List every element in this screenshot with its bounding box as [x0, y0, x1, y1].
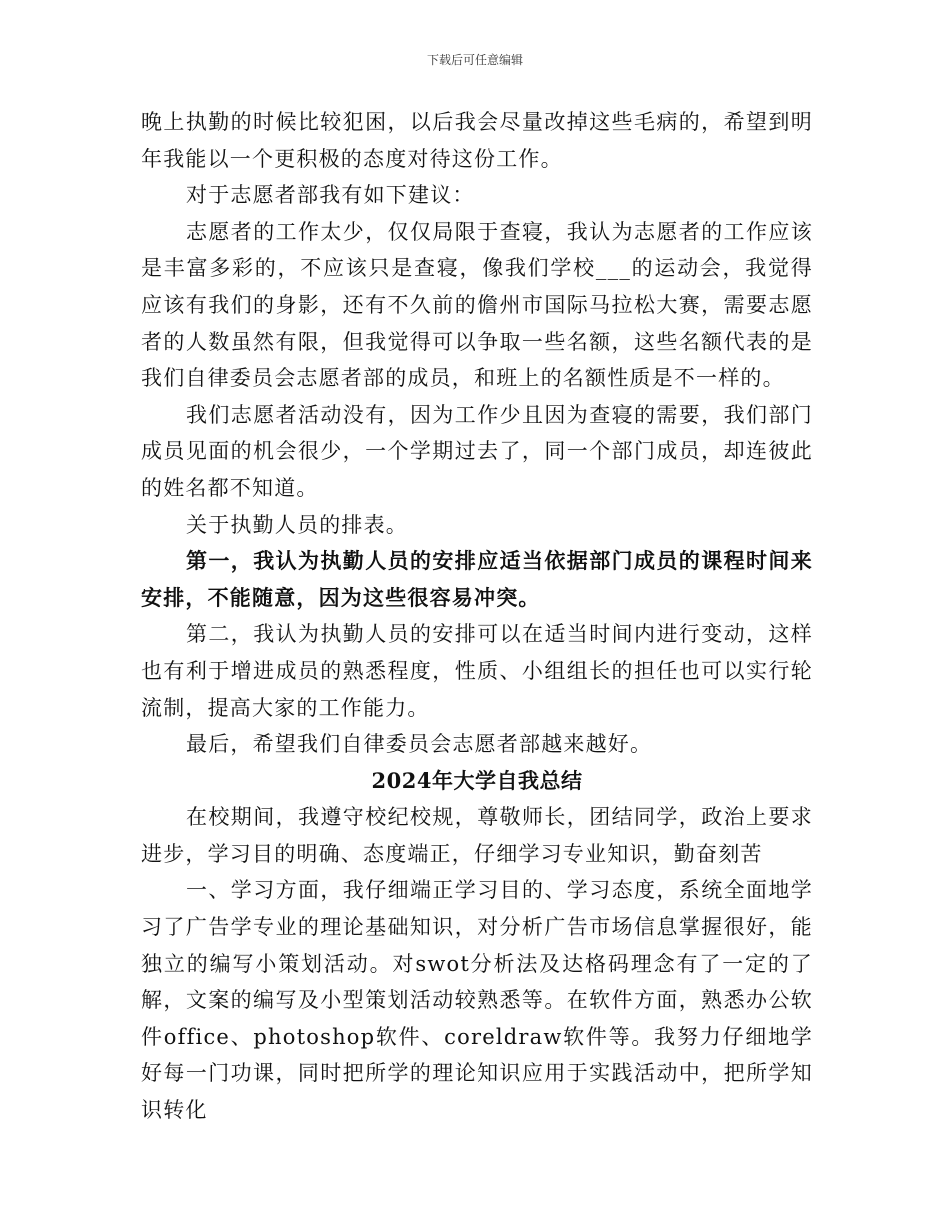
paragraph-continuation: 晚上执勤的时候比较犯困，以后我会尽量改掉这些毛病的，希望到明年我能以一个更积极的态度对待这份工作。	[141, 110, 813, 171]
paragraph-volunteer-activities: 我们志愿者活动没有，因为工作少且因为查寝的需要，我们部门成员见面的机会很少，一个学期过去了，同一个部门成员，却连彼此的姓名都不知道。	[141, 402, 813, 500]
paragraph-suggestions-intro: 对于志愿者部我有如下建议：	[186, 183, 475, 208]
paragraph-first-point: 第一，我认为执勤人员的安排应适当依据部门成员的课程时间来安排，不能随意，因为这些很容易冲突。	[141, 548, 813, 610]
section-title: 2024年大学自我总结	[371, 767, 583, 793]
paragraph-volunteer-work: 志愿者的工作太少，仅仅局限于查寝，我认为志愿者的工作应该是丰富多彩的，不应该只是查寝，像我们学校___的运动会，我觉得应该有我们的身影，还有不久前的儋州市国际马拉松大赛，需要志愿者的人数虽然有限，但我觉得可以争取一些名额，这些名额代表的是我们自律委员会志愿者部的成员，和班上的名额性质是不一样的。	[141, 219, 813, 391]
paragraph-summary-intro: 在校期间，我遵守校纪校规，尊敬师长，团结同学，政治上要求进步，学习目的明确、态度端正，仔细学习专业知识，勤奋刻苦	[141, 805, 813, 866]
paragraph-study-aspect: 一、学习方面，我仔细端正学习目的、学习态度，系统全面地学习了广告学专业的理论基础知识，对分析广告市场信息掌握很好，能独立的编写小策划活动。对swot分析法及达格码理念有了一定的了解，文案的编写及小型策划活动较熟悉等。在软件方面，熟悉办公软件office、photoshop软件、coreldraw软件等。我努力仔细地学好每一门功课，同时把所学的理论知识应用于实践活动中，把所学知识转化	[141, 878, 813, 1123]
page-header: 下载后可任意编辑	[426, 53, 523, 67]
document-body	[141, 104, 813, 1129]
paragraph-closing: 最后，希望我们自律委员会志愿者部越来越好。	[186, 732, 653, 757]
paragraph-schedule-intro: 关于执勤人员的排表。	[186, 512, 408, 537]
paragraph-second-point: 第二，我认为执勤人员的安排可以在适当时间内进行变动，这样也有利于增进成员的熟悉程度，性质、小组组长的担任也可以实行轮流制，提高大家的工作能力。	[141, 622, 813, 720]
